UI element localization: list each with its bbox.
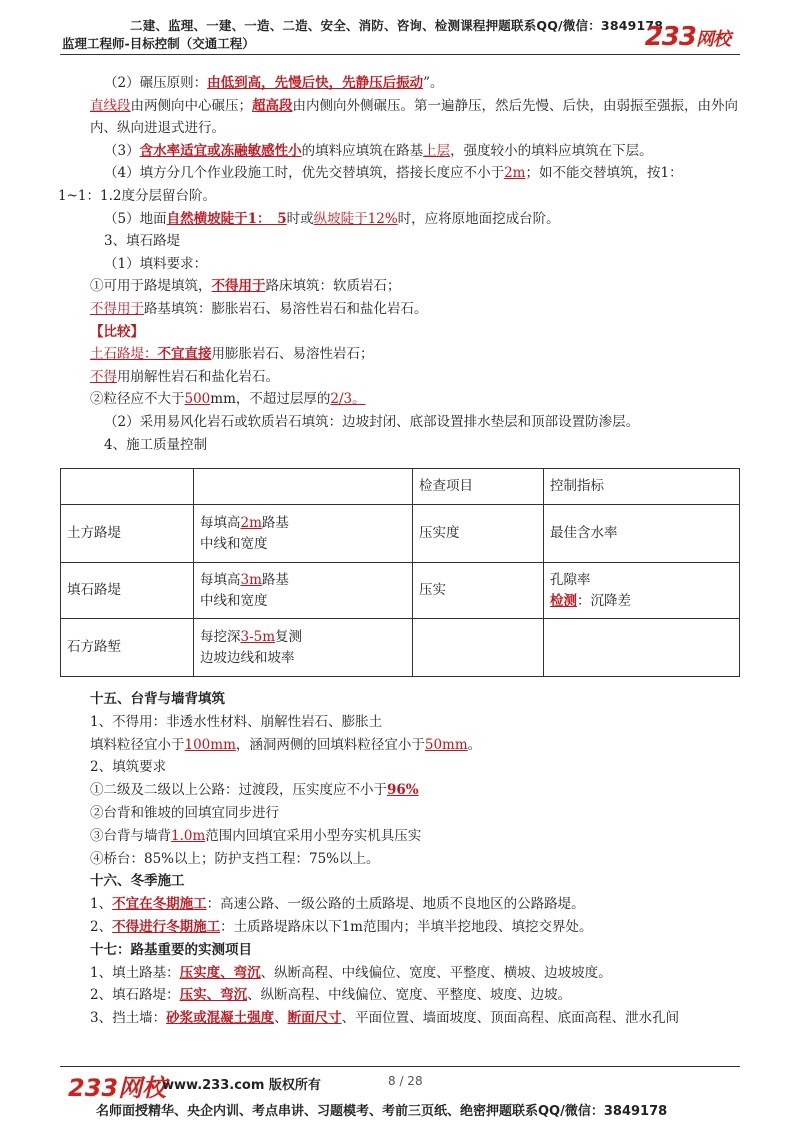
table-cell bbox=[413, 619, 544, 677]
table-cell: 最佳含水率 bbox=[544, 505, 740, 563]
text-line: （2）碾压原则：由低到高，先慢后快，先静压后振动”。 bbox=[104, 75, 444, 91]
header-divider bbox=[60, 54, 740, 55]
table-cell: 土方路堤 bbox=[61, 505, 194, 563]
text-line: 土石路堤：不宜直接用膨胀岩石、易溶性岩石； bbox=[90, 346, 374, 363]
text-line: （3）含水率适宜或冻融敏感性小的填料应填筑在路基上层，强度较小的填料应填筑在下层。 bbox=[104, 142, 653, 159]
section-heading: 4、施工质量控制 bbox=[104, 436, 208, 453]
text-line: ①可用于路堤填筑，不得用于路床填筑：软质岩石； bbox=[90, 278, 401, 295]
section-heading: 十七：路基重要的实测项目 bbox=[90, 941, 252, 958]
text-line: 1、不宜在冬期施工：高速公路、一级公路的土质路堤、地质不良地区的公路路堤。 bbox=[90, 896, 585, 913]
text-line: ①二级及二级以上公路：过渡段，压实度应不小于96% bbox=[90, 782, 419, 799]
table-cell: 每填高2m路基 中线和宽度 bbox=[194, 505, 413, 563]
brand-logo: 233网校 bbox=[644, 22, 730, 52]
table-row bbox=[61, 563, 740, 619]
footer-site: www.233.com 版权所有 bbox=[162, 1078, 321, 1093]
footer-contact-line: 名师面授精华、央企内训、考点串讲、习题模考、考前三页纸、绝密押题联系QQ/微信：3849178 bbox=[96, 1104, 668, 1119]
table-cell: 每挖深3-5m复测 边坡边线和坡率 bbox=[194, 619, 413, 677]
text-line: 2、填筑要求 bbox=[90, 759, 167, 776]
table-cell: 压实 bbox=[413, 563, 544, 619]
text-line: 1、填土路基：压实度、弯沉、纵断高程、中线偏位、宽度、平整度、横坡、边坡坡度。 bbox=[90, 964, 612, 981]
table-cell bbox=[61, 469, 194, 505]
section-heading: 十五、台背与墙背填筑 bbox=[90, 691, 225, 707]
table-cell bbox=[544, 619, 740, 677]
text-line: 1~1：1.2度分层留台阶。 bbox=[58, 187, 216, 204]
quality-control-table bbox=[60, 468, 740, 677]
text-line: ②粒径应不大于500mm，不超过层厚的2/3。 bbox=[90, 391, 366, 408]
text-line: ③台背与墙背1.0m范围内回填宜采用小型夯实机具压实 bbox=[90, 827, 422, 844]
text-line: （4）填方分几个作业段施工时，优先交替填筑，搭接长度应不小于2m；如不能交替填筑，按1： bbox=[104, 165, 683, 182]
text-line: 2、填石路堤：压实、弯沉、纵断高程、中线偏位、宽度、平整度、坡度、边坡。 bbox=[90, 987, 572, 1004]
table-row bbox=[61, 619, 740, 677]
section-heading: 3、填石路堤 bbox=[104, 233, 181, 250]
page-number: 8 / 28 bbox=[388, 1074, 423, 1088]
table-cell: 石方路堑 bbox=[61, 619, 194, 677]
text-line: 填料粒径宜小于100mm，涵洞两侧的回填料粒径宜小于50mm。 bbox=[90, 736, 482, 753]
text-line: 2、不得进行冬期施工：土质路堤路床以下1m范围内；半填半挖地段、填挖交界处。 bbox=[90, 918, 593, 935]
table-cell: 孔隙率 检测：沉降差 bbox=[544, 563, 740, 619]
text-line: 3、挡土墙：砂浆或混凝土强度、断面尺寸、平面位置、墙面坡度、顶面高程、底面高程、泄水孔间 bbox=[90, 1010, 680, 1027]
table-cell: 每填高3m路基 中线和宽度 bbox=[194, 563, 413, 619]
text-line: （1）填料要求： bbox=[104, 255, 208, 272]
section-content bbox=[90, 688, 750, 1030]
table-row bbox=[61, 505, 740, 563]
text-line: 不得用于路基填筑：膨胀岩石、易溶性岩石和盐化岩石。 bbox=[90, 300, 428, 317]
table-cell: 压实度 bbox=[413, 505, 544, 563]
footer-divider bbox=[60, 1066, 740, 1067]
compare-label: 【比较】 bbox=[90, 323, 144, 340]
text-paragraph: 直线段由两侧向中心碾压；超高段由内侧向外侧碾压。第一遍静压，然后先慢、后快，由弱振至强振，由外向内、纵向进退式进行。 bbox=[90, 97, 738, 137]
table-cell bbox=[194, 469, 413, 505]
header-contact-line: 二建、监理、一建、一造、二造、安全、消防、咨询、检测课程押题联系QQ/微信：3849178 bbox=[130, 18, 664, 33]
table-header-row bbox=[61, 469, 740, 505]
text-line: 不得用崩解性岩石和盐化岩石。 bbox=[90, 368, 279, 385]
text-line: （5）地面自然横坡陡于1： 5时或纵坡陡于12%时，应将原地面挖成台阶。 bbox=[104, 210, 560, 227]
text-line: ④桥台：85%以上；防护支挡工程：75%以上。 bbox=[90, 850, 380, 867]
table-cell: 填石路堤 bbox=[61, 563, 194, 619]
document-subtitle: 监理工程师-目标控制（交通工程） bbox=[62, 36, 255, 51]
text-line: （2）采用易风化岩石或软质岩石填筑：边坡封闭、底部设置排水垫层和顶部设置防渗层。 bbox=[104, 413, 640, 430]
table-cell: 控制指标 bbox=[544, 469, 740, 505]
main-content bbox=[58, 72, 750, 456]
table-cell: 检查项目 bbox=[413, 469, 544, 505]
text-line: ②台背和锥坡的回填宜同步进行 bbox=[90, 804, 279, 821]
footer-logo: 233网校 bbox=[68, 1074, 167, 1102]
section-heading: 十六、冬季施工 bbox=[90, 873, 185, 890]
text-line: 1、不得用：非透水性材料、崩解性岩石、膨胀土 bbox=[90, 713, 383, 730]
